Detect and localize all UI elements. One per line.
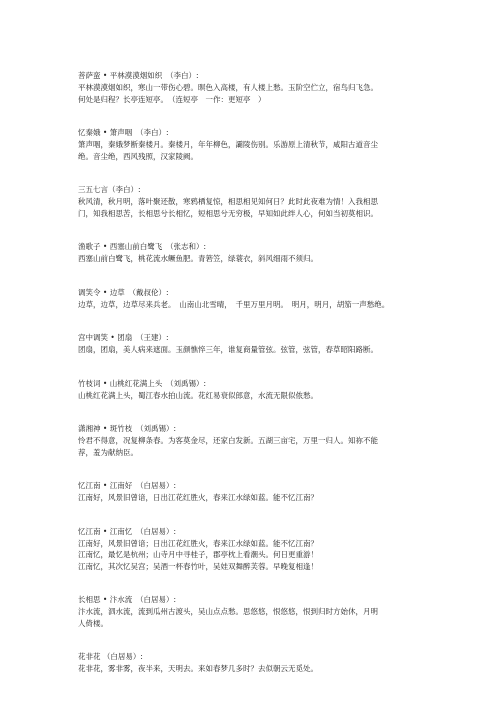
- poem-block: [78, 423, 423, 458]
- poem-block: [78, 594, 423, 629]
- poem-line: 边草，边草，边草尽来兵老。 山南山北雪晴， 千里万里月明。 明月，明月，胡笳一声愁绝。: [78, 299, 390, 309]
- poem-block: [78, 651, 423, 675]
- poem-line: 平林漠漠烟如织，寒山一带伤心碧。暝色入高楼，有人楼上愁。玉阶空伫立，宿鸟归飞急。: [78, 83, 378, 92]
- poem-title: 宫中调笑 • 团扇 （王建）:: [78, 333, 169, 342]
- poem-title: 竹枝词 • 山桃红花满上头 （刘禹锡）:: [78, 378, 206, 388]
- poem-block: [78, 332, 423, 356]
- poem-title: 三五七言（李白）:: [78, 185, 141, 194]
- poem-block: [78, 184, 423, 219]
- poem-title: 花非花 （白居易）:: [78, 652, 143, 661]
- poem-line: 何处是归程？长亭连短亭。 （连短亭 一作：更短亭 ）: [78, 94, 266, 104]
- poem-line: 门，知我相思苦，长相思兮长相忆，短相思兮无穷极，早知如此绊人心，何如当初莫相识。: [78, 208, 378, 218]
- poem-block: [78, 127, 423, 162]
- poem-line: 绝。音尘绝，西风残照，汉家陵阙。: [78, 151, 198, 161]
- document-page: [78, 70, 423, 697]
- poem-line: 箫声咽，秦娥梦断秦楼月。秦楼月，年年柳色，灞陵伤别。乐游原上清秋节，咸阳古道音尘: [78, 140, 378, 149]
- poem-title: 调笑令 • 边草 （戴叔伦）:: [78, 287, 169, 297]
- poem-line: 江南忆，最忆是杭州；山寺月中寻桂子，郡亭枕上看潮头。何日更重游！: [78, 550, 318, 559]
- poem-block: [78, 526, 423, 573]
- poem-line: 山桃红花满上头，蜀江春水拍山流。花红易衰似郎意，水流无限似侬愁。: [78, 390, 318, 400]
- poem-title: 渔歌子 • 西塞山前白鹭飞 （张志和）:: [78, 242, 206, 251]
- poem-title: 菩萨蛮 • 平林漠漠烟如织 （李白）:: [78, 71, 199, 80]
- poem-title: 忆秦娥 • 箫声咽 （李白）:: [78, 128, 169, 137]
- poem-line: 人倚楼。: [78, 618, 108, 628]
- poem-line: 西塞山前白鹭飞，桃花流水鳜鱼肥。青箬笠，绿蓑衣，斜风细雨不须归。: [78, 254, 318, 263]
- poem-title: 潇湘神 • 斑竹枝 （刘禹锡）:: [78, 424, 176, 433]
- poem-line: 秋风清，秋月明，落叶聚还散，寒鸦栖复惊，相思相见知何日？此时此夜难为情！入我相思: [78, 197, 378, 206]
- poem-title: 长相思 • 汴水流 （白居易）:: [78, 595, 176, 604]
- poem-block: [78, 378, 423, 402]
- poem-line: 花非花，雾非雾，夜半来，天明去。来如春梦几多时？去似朝云无觅处。: [78, 664, 318, 673]
- poem-line: 江南忆，其次忆吴宫；吴酒一杯春竹叶，吴娃双舞醉芙蓉。早晚复相逢！: [78, 561, 318, 571]
- poem-title: 忆江南 • 江南忆 （白居易）:: [78, 526, 176, 536]
- poem-block: [78, 287, 423, 311]
- poem-line: 荐，羞为献纳臣。: [78, 447, 138, 457]
- poem-block: [78, 241, 423, 265]
- poem-line: 怜君不得意，况复柳条春。为客莫金尽，还家白发新。五湖三亩宅，万里一归人。知祢不能: [78, 436, 378, 445]
- poem-line: 江南好，风景旧曾谙；日出江花红胜火，春来江水绿如蓝。能不忆江南？: [78, 538, 318, 548]
- poem-line: 汴水流，泗水流，流到瓜州古渡头，吴山点点愁。思悠悠，恨悠悠，恨到归时方始休，月明: [78, 607, 378, 616]
- poem-block: [78, 70, 423, 105]
- poem-line: 江南好，风景旧曾谙，日出江花红胜火，春来江水绿如蓝。能不忆江南？: [78, 493, 318, 502]
- poem-title: 忆江南 • 江南好 （白居易）:: [78, 481, 176, 490]
- poem-block: [78, 480, 423, 504]
- poem-line: 团扇，团扇，美人病来遮面。玉颜憔悴三年，谁复商量管弦。弦管，弦管，春草昭阳路断。: [78, 345, 378, 354]
